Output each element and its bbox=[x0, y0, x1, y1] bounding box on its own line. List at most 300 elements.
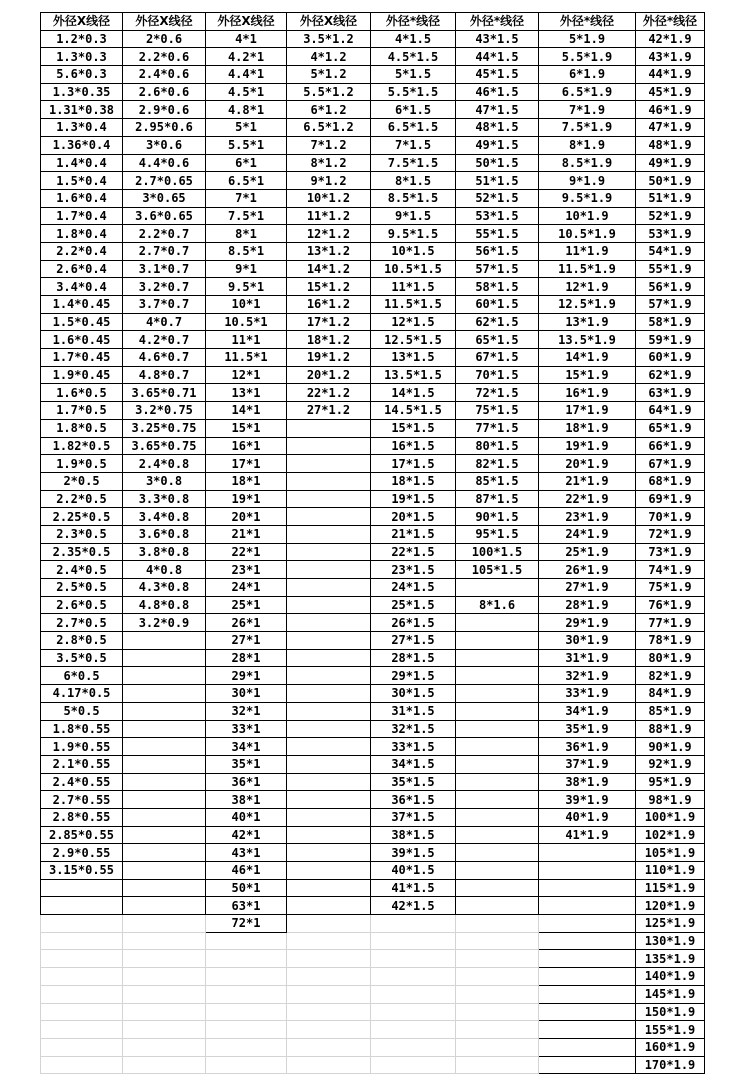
table-cell bbox=[287, 950, 371, 968]
table-cell: 22*1 bbox=[206, 543, 287, 561]
table-cell: 10.5*1.9 bbox=[539, 225, 636, 243]
table-cell: 10*1 bbox=[206, 296, 287, 314]
table-cell bbox=[371, 932, 456, 950]
table-cell bbox=[123, 1021, 206, 1039]
table-cell bbox=[287, 791, 371, 809]
table-cell: 54*1.9 bbox=[636, 242, 705, 260]
table-cell: 2.95*0.6 bbox=[123, 119, 206, 137]
table-cell: 30*1.5 bbox=[371, 685, 456, 703]
table-cell: 19*1.9 bbox=[539, 437, 636, 455]
table-row bbox=[41, 472, 705, 490]
table-cell: 57*1.5 bbox=[456, 260, 539, 278]
table-row bbox=[41, 242, 705, 260]
table-cell: 15*1 bbox=[206, 419, 287, 437]
table-cell: 21*1 bbox=[206, 525, 287, 543]
table-cell: 1.4*0.4 bbox=[41, 154, 123, 172]
table-cell bbox=[123, 1038, 206, 1056]
table-cell bbox=[206, 950, 287, 968]
table-cell bbox=[287, 702, 371, 720]
table-cell: 20*1.9 bbox=[539, 455, 636, 473]
table-cell: 14*1.9 bbox=[539, 349, 636, 367]
table-cell: 66*1.9 bbox=[636, 437, 705, 455]
table-cell: 26*1.9 bbox=[539, 561, 636, 579]
table-cell bbox=[123, 773, 206, 791]
table-cell: 3.8*0.8 bbox=[123, 543, 206, 561]
table-cell: 6*1 bbox=[206, 154, 287, 172]
table-cell: 15*1.5 bbox=[371, 419, 456, 437]
table-row bbox=[41, 30, 705, 48]
table-cell: 11.5*1.5 bbox=[371, 296, 456, 314]
table-cell: 20*1.5 bbox=[371, 508, 456, 526]
table-cell bbox=[287, 579, 371, 597]
table-cell bbox=[539, 985, 636, 1003]
table-cell: 16*1.2 bbox=[287, 296, 371, 314]
table-cell: 45*1.5 bbox=[456, 66, 539, 84]
table-cell: 60*1.5 bbox=[456, 296, 539, 314]
table-cell: 105*1.9 bbox=[636, 844, 705, 862]
table-cell: 47*1.5 bbox=[456, 101, 539, 119]
column-header: 外径*线径 bbox=[539, 13, 636, 31]
table-cell: 18*1.9 bbox=[539, 419, 636, 437]
table-cell: 67*1.9 bbox=[636, 455, 705, 473]
table-cell: 3.4*0.8 bbox=[123, 508, 206, 526]
table-cell: 170*1.9 bbox=[636, 1056, 705, 1074]
table-cell bbox=[123, 720, 206, 738]
table-cell bbox=[287, 897, 371, 915]
table-cell: 36*1.5 bbox=[371, 791, 456, 809]
table-row bbox=[41, 844, 705, 862]
table-cell: 24*1.5 bbox=[371, 579, 456, 597]
table-cell: 2.85*0.55 bbox=[41, 826, 123, 844]
table-cell: 84*1.9 bbox=[636, 685, 705, 703]
table-cell: 53*1.9 bbox=[636, 225, 705, 243]
table-row bbox=[41, 968, 705, 986]
table-cell bbox=[123, 685, 206, 703]
table-cell: 80*1.5 bbox=[456, 437, 539, 455]
table-cell: 43*1 bbox=[206, 844, 287, 862]
table-cell: 72*1.5 bbox=[456, 384, 539, 402]
table-row bbox=[41, 455, 705, 473]
table-cell: 5.5*1.2 bbox=[287, 83, 371, 101]
table-cell bbox=[287, 472, 371, 490]
table-cell bbox=[456, 720, 539, 738]
table-row bbox=[41, 791, 705, 809]
table-cell: 1.6*0.4 bbox=[41, 189, 123, 207]
table-cell: 1.9*0.55 bbox=[41, 738, 123, 756]
table-cell: 38*1.5 bbox=[371, 826, 456, 844]
table-cell: 25*1 bbox=[206, 596, 287, 614]
table-cell bbox=[123, 1056, 206, 1074]
table-cell: 12*1 bbox=[206, 366, 287, 384]
table-row bbox=[41, 1038, 705, 1056]
table-row bbox=[41, 1003, 705, 1021]
table-cell: 4*1 bbox=[206, 30, 287, 48]
table-cell: 2.6*0.4 bbox=[41, 260, 123, 278]
table-cell: 3.65*0.75 bbox=[123, 437, 206, 455]
table-cell bbox=[123, 915, 206, 933]
table-cell: 1.7*0.45 bbox=[41, 349, 123, 367]
table-cell bbox=[456, 897, 539, 915]
table-cell bbox=[456, 1038, 539, 1056]
table-cell: 18*1.2 bbox=[287, 331, 371, 349]
table-cell: 20*1.2 bbox=[287, 366, 371, 384]
table-cell: 2.2*0.6 bbox=[123, 48, 206, 66]
table-cell: 11*1.5 bbox=[371, 278, 456, 296]
table-cell: 3.65*0.71 bbox=[123, 384, 206, 402]
table-cell: 1.5*0.45 bbox=[41, 313, 123, 331]
table-cell bbox=[287, 844, 371, 862]
table-cell: 28*1.9 bbox=[539, 596, 636, 614]
table-cell bbox=[287, 508, 371, 526]
table-cell: 4*0.8 bbox=[123, 561, 206, 579]
table-cell: 115*1.9 bbox=[636, 879, 705, 897]
table-cell: 40*1.9 bbox=[539, 808, 636, 826]
table-cell bbox=[287, 1003, 371, 1021]
table-cell: 67*1.5 bbox=[456, 349, 539, 367]
table-cell: 3.2*0.9 bbox=[123, 614, 206, 632]
table-cell bbox=[287, 755, 371, 773]
table-cell: 63*1.9 bbox=[636, 384, 705, 402]
table-cell: 2.1*0.55 bbox=[41, 755, 123, 773]
table-cell: 47*1.9 bbox=[636, 119, 705, 137]
table-cell: 135*1.9 bbox=[636, 950, 705, 968]
table-cell: 17*1.9 bbox=[539, 402, 636, 420]
table-cell: 76*1.9 bbox=[636, 596, 705, 614]
table-cell: 7*1.9 bbox=[539, 101, 636, 119]
table-cell: 48*1.5 bbox=[456, 119, 539, 137]
table-cell bbox=[456, 614, 539, 632]
table-cell bbox=[456, 1021, 539, 1039]
header-row bbox=[41, 13, 705, 31]
table-cell: 92*1.9 bbox=[636, 755, 705, 773]
table-cell: 5.5*1.9 bbox=[539, 48, 636, 66]
table-cell: 7.5*1 bbox=[206, 207, 287, 225]
table-cell: 42*1.5 bbox=[371, 897, 456, 915]
table-cell: 49*1.9 bbox=[636, 154, 705, 172]
table-cell: 27*1.5 bbox=[371, 632, 456, 650]
table-cell: 27*1 bbox=[206, 632, 287, 650]
table-cell: 100*1.9 bbox=[636, 808, 705, 826]
table-cell: 34*1.9 bbox=[539, 702, 636, 720]
table-cell: 6.5*1 bbox=[206, 172, 287, 190]
table-row bbox=[41, 755, 705, 773]
table-cell: 5*1 bbox=[206, 119, 287, 137]
table-cell: 4.5*1.5 bbox=[371, 48, 456, 66]
table-cell: 3*0.8 bbox=[123, 472, 206, 490]
table-row bbox=[41, 915, 705, 933]
table-cell: 73*1.9 bbox=[636, 543, 705, 561]
table-cell: 42*1.9 bbox=[636, 30, 705, 48]
table-cell: 19*1 bbox=[206, 490, 287, 508]
table-cell: 13*1.9 bbox=[539, 313, 636, 331]
table-row bbox=[41, 773, 705, 791]
spec-table bbox=[40, 12, 705, 1074]
table-row bbox=[41, 101, 705, 119]
table-cell: 4.2*0.7 bbox=[123, 331, 206, 349]
table-row bbox=[41, 189, 705, 207]
table-cell: 120*1.9 bbox=[636, 897, 705, 915]
table-cell: 55*1.9 bbox=[636, 260, 705, 278]
table-row bbox=[41, 260, 705, 278]
table-row bbox=[41, 897, 705, 915]
table-cell: 8.5*1.9 bbox=[539, 154, 636, 172]
table-cell: 46*1.9 bbox=[636, 101, 705, 119]
table-cell bbox=[41, 915, 123, 933]
table-row bbox=[41, 172, 705, 190]
table-row bbox=[41, 437, 705, 455]
table-cell bbox=[287, 685, 371, 703]
table-cell: 95*1.5 bbox=[456, 525, 539, 543]
table-cell bbox=[41, 950, 123, 968]
table-cell: 72*1.9 bbox=[636, 525, 705, 543]
column-header: 外径*线径 bbox=[636, 13, 705, 31]
table-cell: 50*1 bbox=[206, 879, 287, 897]
table-cell: 33*1.5 bbox=[371, 738, 456, 756]
table-cell bbox=[123, 932, 206, 950]
table-cell: 2.25*0.5 bbox=[41, 508, 123, 526]
table-cell: 25*1.9 bbox=[539, 543, 636, 561]
table-cell: 2.4*0.5 bbox=[41, 561, 123, 579]
table-cell: 2.2*0.7 bbox=[123, 225, 206, 243]
table-row bbox=[41, 667, 705, 685]
table-cell: 82*1.9 bbox=[636, 667, 705, 685]
table-cell: 50*1.5 bbox=[456, 154, 539, 172]
table-row bbox=[41, 508, 705, 526]
table-cell bbox=[123, 862, 206, 880]
table-cell bbox=[123, 667, 206, 685]
table-cell: 72*1 bbox=[206, 915, 287, 933]
table-cell bbox=[287, 773, 371, 791]
table-cell: 2.7*0.55 bbox=[41, 791, 123, 809]
table-cell: 18*1.5 bbox=[371, 472, 456, 490]
table-cell: 4*1.2 bbox=[287, 48, 371, 66]
table-cell: 26*1.5 bbox=[371, 614, 456, 632]
table-cell: 64*1.9 bbox=[636, 402, 705, 420]
table-cell: 23*1 bbox=[206, 561, 287, 579]
table-cell: 58*1.9 bbox=[636, 313, 705, 331]
table-cell bbox=[206, 1056, 287, 1074]
table-cell: 23*1.9 bbox=[539, 508, 636, 526]
table-cell: 5.6*0.3 bbox=[41, 66, 123, 84]
table-cell bbox=[41, 985, 123, 1003]
table-cell bbox=[41, 968, 123, 986]
table-cell bbox=[371, 1056, 456, 1074]
table-cell: 17*1.5 bbox=[371, 455, 456, 473]
table-cell: 20*1 bbox=[206, 508, 287, 526]
table-cell: 4*0.7 bbox=[123, 313, 206, 331]
table-cell bbox=[287, 862, 371, 880]
table-cell: 14*1.5 bbox=[371, 384, 456, 402]
table-cell: 19*1.5 bbox=[371, 490, 456, 508]
table-cell: 150*1.9 bbox=[636, 1003, 705, 1021]
table-cell bbox=[287, 738, 371, 756]
table-row bbox=[41, 614, 705, 632]
table-cell: 1.5*0.4 bbox=[41, 172, 123, 190]
table-cell: 1.6*0.45 bbox=[41, 331, 123, 349]
table-cell bbox=[456, 985, 539, 1003]
table-cell: 13*1.2 bbox=[287, 242, 371, 260]
table-cell: 4.3*0.8 bbox=[123, 579, 206, 597]
table-cell: 78*1.9 bbox=[636, 632, 705, 650]
table-cell: 35*1 bbox=[206, 755, 287, 773]
column-header: 外径X线径 bbox=[123, 13, 206, 31]
table-cell bbox=[123, 791, 206, 809]
table-cell: 9*1.2 bbox=[287, 172, 371, 190]
table-cell: 3.4*0.4 bbox=[41, 278, 123, 296]
table-cell bbox=[539, 932, 636, 950]
table-cell: 45*1.9 bbox=[636, 83, 705, 101]
table-cell bbox=[456, 755, 539, 773]
table-cell bbox=[287, 649, 371, 667]
table-row bbox=[41, 154, 705, 172]
table-cell: 52*1.5 bbox=[456, 189, 539, 207]
table-cell bbox=[287, 1056, 371, 1074]
table-cell: 10.5*1.5 bbox=[371, 260, 456, 278]
table-cell: 77*1.5 bbox=[456, 419, 539, 437]
table-cell bbox=[287, 1021, 371, 1039]
table-cell: 160*1.9 bbox=[636, 1038, 705, 1056]
table-cell: 11.5*1 bbox=[206, 349, 287, 367]
table-cell bbox=[206, 968, 287, 986]
table-cell: 1.4*0.45 bbox=[41, 296, 123, 314]
table-cell: 70*1.5 bbox=[456, 366, 539, 384]
table-cell: 37*1.5 bbox=[371, 808, 456, 826]
table-cell bbox=[371, 968, 456, 986]
table-cell: 25*1.5 bbox=[371, 596, 456, 614]
table-cell bbox=[206, 932, 287, 950]
table-cell: 13*1.5 bbox=[371, 349, 456, 367]
table-cell: 46*1 bbox=[206, 862, 287, 880]
table-cell: 15*1.9 bbox=[539, 366, 636, 384]
table-row bbox=[41, 402, 705, 420]
table-cell bbox=[287, 596, 371, 614]
table-cell: 6.5*1.2 bbox=[287, 119, 371, 137]
table-cell bbox=[41, 897, 123, 915]
table-cell bbox=[287, 879, 371, 897]
table-cell: 6.5*1.5 bbox=[371, 119, 456, 137]
table-cell: 24*1 bbox=[206, 579, 287, 597]
table-cell: 50*1.9 bbox=[636, 172, 705, 190]
table-cell: 4.17*0.5 bbox=[41, 685, 123, 703]
table-cell: 2.2*0.4 bbox=[41, 242, 123, 260]
table-cell: 2*0.6 bbox=[123, 30, 206, 48]
table-cell: 21*1.5 bbox=[371, 525, 456, 543]
table-row bbox=[41, 331, 705, 349]
table-row bbox=[41, 296, 705, 314]
table-cell: 15*1.2 bbox=[287, 278, 371, 296]
table-cell: 36*1.9 bbox=[539, 738, 636, 756]
table-cell: 110*1.9 bbox=[636, 862, 705, 880]
table-cell: 5.5*1 bbox=[206, 136, 287, 154]
table-cell: 2.7*0.7 bbox=[123, 242, 206, 260]
table-row bbox=[41, 207, 705, 225]
table-cell: 70*1.9 bbox=[636, 508, 705, 526]
table-cell bbox=[456, 808, 539, 826]
table-cell: 11*1.2 bbox=[287, 207, 371, 225]
table-cell: 30*1 bbox=[206, 685, 287, 703]
table-cell: 10*1.5 bbox=[371, 242, 456, 260]
table-cell: 75*1.5 bbox=[456, 402, 539, 420]
table-cell bbox=[287, 455, 371, 473]
table-cell: 16*1 bbox=[206, 437, 287, 455]
table-cell: 75*1.9 bbox=[636, 579, 705, 597]
table-cell: 42*1 bbox=[206, 826, 287, 844]
table-cell bbox=[287, 437, 371, 455]
table-cell: 5*0.5 bbox=[41, 702, 123, 720]
table-cell: 3*0.6 bbox=[123, 136, 206, 154]
table-row bbox=[41, 950, 705, 968]
table-cell: 87*1.5 bbox=[456, 490, 539, 508]
table-cell: 2.6*0.6 bbox=[123, 83, 206, 101]
table-cell bbox=[539, 897, 636, 915]
table-cell: 8*1 bbox=[206, 225, 287, 243]
table-cell: 1.3*0.3 bbox=[41, 48, 123, 66]
table-cell: 77*1.9 bbox=[636, 614, 705, 632]
table-cell: 68*1.9 bbox=[636, 472, 705, 490]
table-row bbox=[41, 349, 705, 367]
table-cell: 16*1.5 bbox=[371, 437, 456, 455]
table-row bbox=[41, 932, 705, 950]
table-cell: 27*1.9 bbox=[539, 579, 636, 597]
column-header: 外径X线径 bbox=[41, 13, 123, 31]
table-cell: 155*1.9 bbox=[636, 1021, 705, 1039]
table-row bbox=[41, 66, 705, 84]
table-cell bbox=[456, 773, 539, 791]
table-cell bbox=[206, 1038, 287, 1056]
table-cell: 9*1.5 bbox=[371, 207, 456, 225]
table-cell: 59*1.9 bbox=[636, 331, 705, 349]
table-cell: 102*1.9 bbox=[636, 826, 705, 844]
table-cell: 1.7*0.4 bbox=[41, 207, 123, 225]
table-cell: 7*1.2 bbox=[287, 136, 371, 154]
table-cell bbox=[123, 950, 206, 968]
table-row bbox=[41, 826, 705, 844]
table-cell: 62*1.5 bbox=[456, 313, 539, 331]
table-cell: 16*1.9 bbox=[539, 384, 636, 402]
table-cell: 12.5*1.9 bbox=[539, 296, 636, 314]
table-cell bbox=[206, 1003, 287, 1021]
table-cell: 35*1.9 bbox=[539, 720, 636, 738]
table-cell: 21*1.9 bbox=[539, 472, 636, 490]
table-cell: 3.7*0.7 bbox=[123, 296, 206, 314]
table-cell: 65*1.5 bbox=[456, 331, 539, 349]
table-cell: 88*1.9 bbox=[636, 720, 705, 738]
table-cell: 6*0.5 bbox=[41, 667, 123, 685]
table-cell: 140*1.9 bbox=[636, 968, 705, 986]
table-cell: 48*1.9 bbox=[636, 136, 705, 154]
table-cell: 12*1.9 bbox=[539, 278, 636, 296]
table-cell bbox=[456, 702, 539, 720]
table-cell: 1.8*0.5 bbox=[41, 419, 123, 437]
table-cell bbox=[287, 614, 371, 632]
table-cell: 57*1.9 bbox=[636, 296, 705, 314]
table-cell: 6.5*1.9 bbox=[539, 83, 636, 101]
table-cell: 3*0.65 bbox=[123, 189, 206, 207]
table-cell: 32*1 bbox=[206, 702, 287, 720]
table-row bbox=[41, 808, 705, 826]
table-cell: 41*1.5 bbox=[371, 879, 456, 897]
table-cell: 12*1.2 bbox=[287, 225, 371, 243]
table-cell: 1.82*0.5 bbox=[41, 437, 123, 455]
table-cell: 22*1.5 bbox=[371, 543, 456, 561]
table-cell: 7.5*1.9 bbox=[539, 119, 636, 137]
table-cell bbox=[287, 667, 371, 685]
table-cell: 22*1.9 bbox=[539, 490, 636, 508]
table-cell bbox=[287, 968, 371, 986]
table-cell bbox=[123, 755, 206, 773]
table-cell: 30*1.9 bbox=[539, 632, 636, 650]
table-cell: 105*1.5 bbox=[456, 561, 539, 579]
